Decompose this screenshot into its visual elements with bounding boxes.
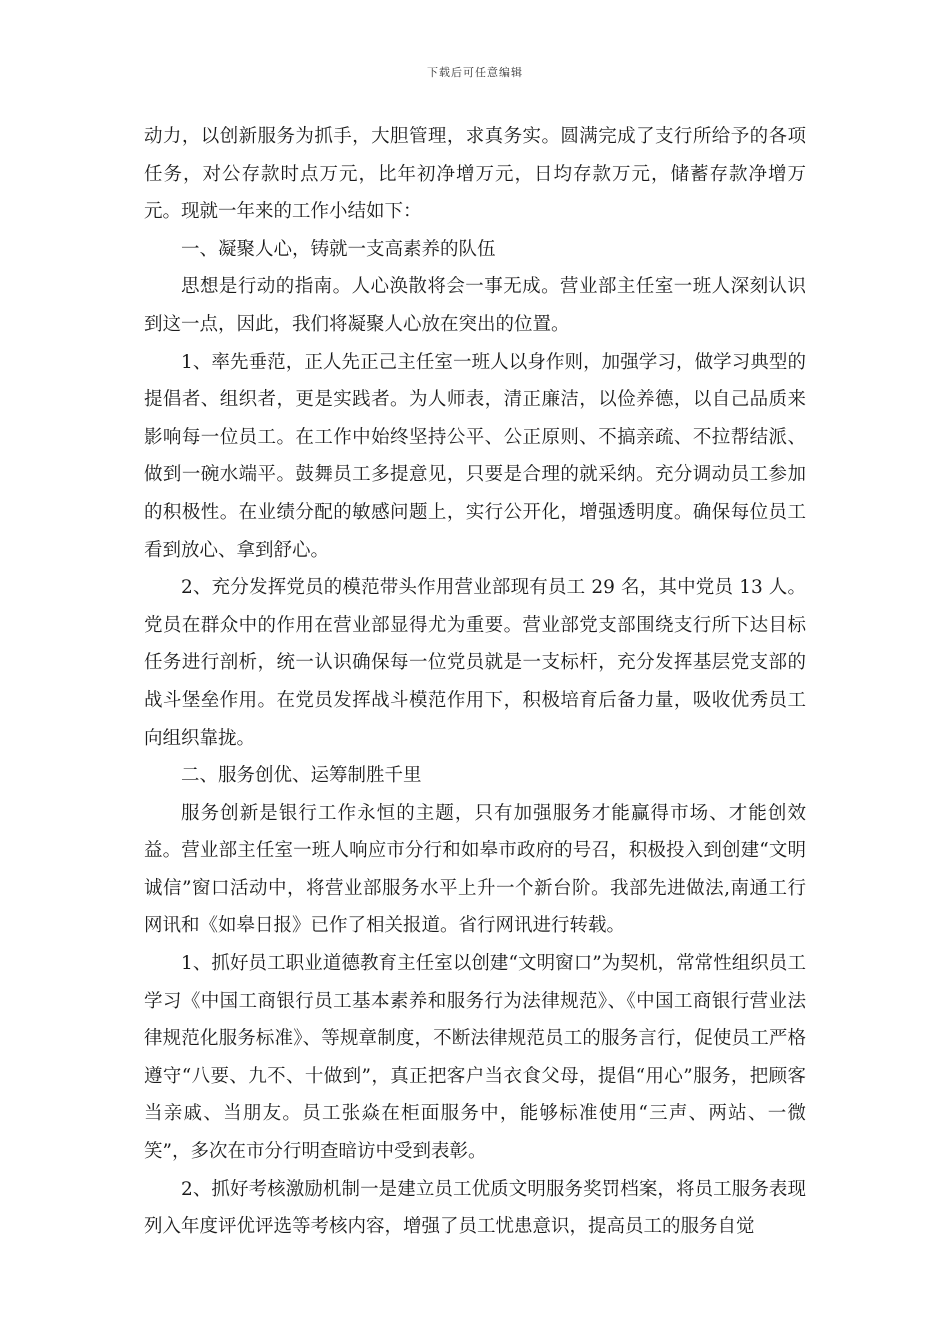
paragraph: 服务创新是银行工作永恒的主题，只有加强服务才能赢得市场、才能创效益。营业部主任室一班人响应市分行和如皋市政府的号召，积极投入到创建“文明诚信”窗口活动中，将营业部服务水平上升一个新台阶。我部先进做法,南通工行网讯和《如皋日报》已作了相关报道。省行网讯进行转载。 [144,802,806,937]
paragraph: 1、率先垂范，正人先正己主任室一班人以身作则，加强学习，做学习典型的提倡者、组织者，更是实践者。为人师表，清正廉洁，以俭养德，以自己品质来影响每一位员工。在工作中始终坚持公平、公正原则、不搞亲疏、不拉帮结派、做到一碗水端平。鼓舞员工多提意见，只要是合理的就采纳。充分调动员工参加的积极性。在业绩分配的敏感问题上，实行公开化，增强透明度。确保每位员工看到放心、拿到舒心。 [144,351,806,561]
section-heading: 一、凝聚人心，铸就一支高素养的队伍 [181,238,496,260]
page-header: 下载后可任意编辑 [427,66,523,79]
paragraph: 1、抓好员工职业道德教育主任室以创建“文明窗口”为契机，常常性组织员工学习《中国工商银行员工基本素养和服务行为法律规范》、《中国工商银行营业法律规范化服务标准》、等规章制度，不断法律规范员工的服务言行，促使员工严格遵守“八要、九不、十做到”，真正把客户当衣食父母，提倡“用心”服务，把顾客当亲戚、当朋友。员工张焱在柜面服务中，能够标准使用“三声、两站、一微笑”，多次在市分行明查暗访中受到表彰。 [144,953,806,1163]
paragraph: 2、充分发挥党员的模范带头作用营业部现有员工 29 名，其中党员 13 人。党员在群众中的作用在营业部显得尤为重要。营业部党支部围绕支行所下达目标任务进行剖析，统一认识确保每一位党员就是一支标杆，充分发挥基层党支部的战斗堡垒作用。在党员发挥战斗模范作用下，积极培育后备力量，吸收优秀员工向组织靠拢。 [144,577,806,749]
section-heading: 二、服务创优、运筹制胜千里 [181,765,422,787]
paragraph: 2、抓好考核激励机制一是建立员工优质文明服务奖罚档案，将员工服务表现列入年度评优评选等考核内容，增强了员工忧患意识，提高员工的服务自觉 [144,1178,806,1238]
paragraph: 动力，以创新服务为抓手，大胆管理，求真务实。圆满完成了支行所给予的各项任务，对公存款时点万元，比年初净增万元，日均存款万元，储蓄存款净增万元。现就一年来的工作小结如下： [144,126,806,223]
document-body [144,118,806,1246]
paragraph: 思想是行动的指南。人心涣散将会一事无成。营业部主任室一班人深刻认识到这一点，因此，我们将凝聚人心放在突出的位置。 [144,276,806,335]
